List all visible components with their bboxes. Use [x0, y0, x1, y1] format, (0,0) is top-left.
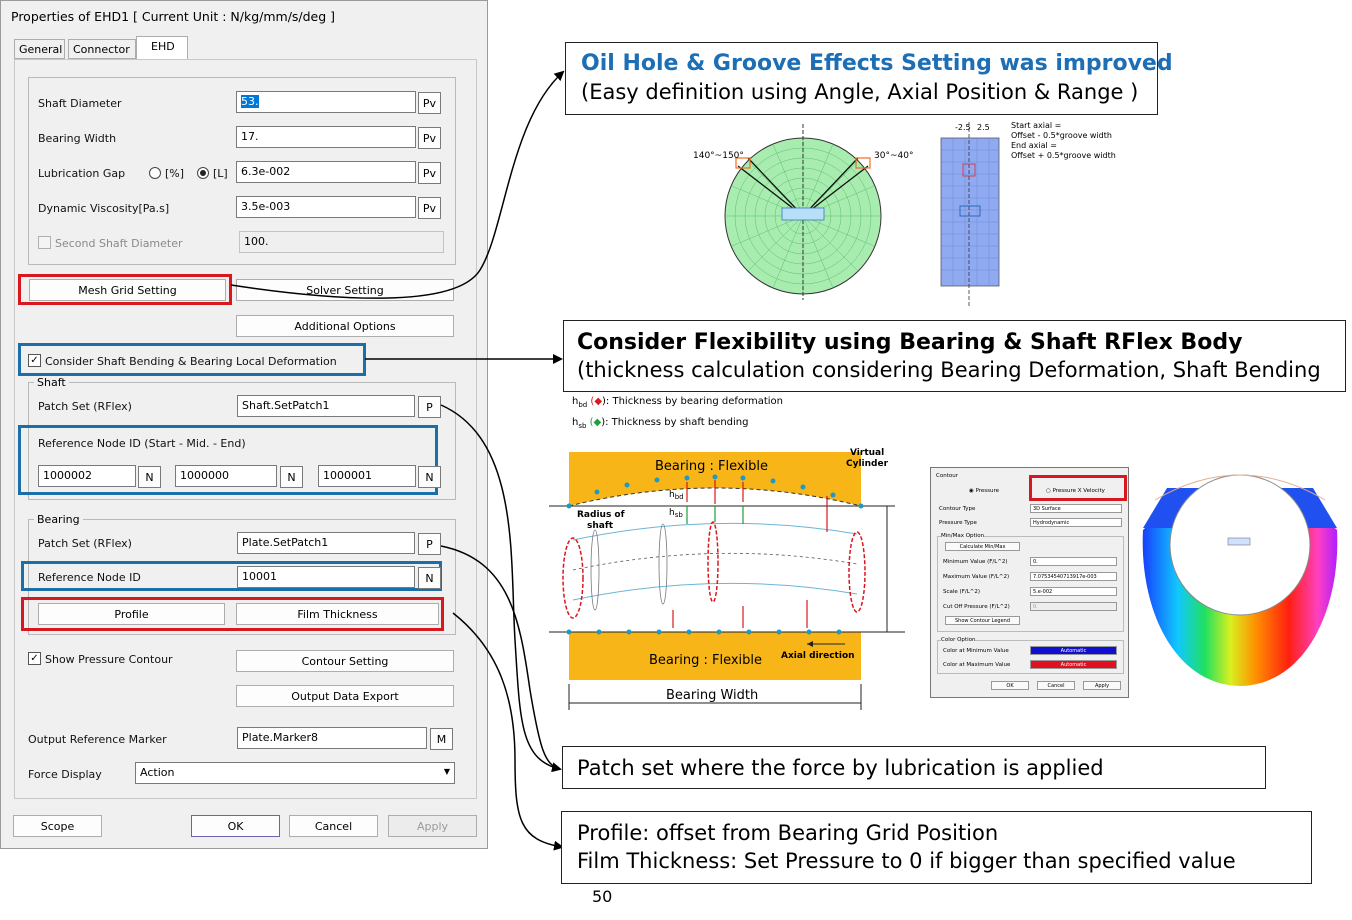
contour-dialog-screenshot [930, 467, 1129, 698]
oil-note-3: End axial = [1011, 141, 1057, 150]
angle-right-label: 30°~40° [874, 151, 914, 161]
shaft-diameter-pv-button[interactable]: Pv [418, 92, 441, 114]
scale-input: 5.e-002 [1030, 587, 1117, 596]
bearing-reference-input[interactable]: 10001 [237, 566, 415, 588]
calc-minmax-button: Calculate Min/Max [945, 542, 1020, 551]
contour-type-select: 3D Surface [1030, 504, 1122, 513]
bearing-width-diagram-label: Bearing Width [666, 688, 759, 703]
oil-hole-callout [565, 42, 1173, 115]
oil-hole-subtitle: (Easy definition using Angle, Axial Position & Range ) [581, 80, 1139, 104]
show-pressure-label: Show Pressure Contour [45, 653, 173, 666]
consider-bending-checkbox[interactable]: ✓ [28, 354, 41, 367]
contour-opt-pressure-velocity: ○ Pressure X Velocity [1046, 488, 1105, 494]
scale-label: Scale (F/L^2) [943, 589, 981, 595]
show-pressure-checkbox[interactable]: ✓ [28, 652, 41, 665]
shaft-node-mid-input[interactable]: 1000000 [175, 465, 277, 487]
second-shaft-label: Second Shaft Diameter [55, 237, 183, 250]
contour-ok-button: OK [991, 681, 1029, 690]
output-marker-m-button[interactable]: M [430, 728, 453, 750]
bearing-reference-n-button[interactable]: N [418, 567, 441, 589]
gap-percent-label: [%] [165, 167, 185, 180]
minmax-group-title: Min/Max Option [941, 533, 985, 539]
radius-label-1: Radius of [577, 510, 625, 520]
shaft-patch-input[interactable]: Shaft.SetPatch1 [237, 395, 415, 417]
shaft-node-start-button[interactable]: N [138, 466, 161, 488]
solver-setting-button[interactable]: Solver Setting [236, 279, 454, 301]
pressure-type-select: Hydrodynamic [1030, 518, 1122, 527]
pressure-type-label: Pressure Type [939, 520, 977, 526]
oil-hole-axial-figure [938, 120, 1003, 310]
output-marker-label: Output Reference Marker [28, 733, 167, 746]
second-shaft-input[interactable]: 100. [239, 231, 444, 253]
radius-label-2: shaft [587, 521, 614, 531]
cancel-button[interactable]: Cancel [289, 815, 378, 837]
page-number: 50 [592, 887, 613, 906]
bearing-patch-label: Patch Set (RFlex) [38, 537, 132, 550]
shaft-node-start-input[interactable]: 1000002 [38, 465, 136, 487]
patch-callout [562, 746, 1266, 789]
shaft-group-title: Shaft [34, 376, 69, 389]
output-data-export-button[interactable]: Output Data Export [236, 685, 454, 707]
contour-setting-button[interactable]: Contour Setting [236, 650, 454, 672]
oil-hole-polar-figure [690, 120, 920, 300]
contour-cancel-button: Cancel [1037, 681, 1075, 690]
bearing-patch-input[interactable]: Plate.SetPatch1 [237, 532, 415, 554]
oil-note-2: Offset - 0.5*groove width [1011, 131, 1112, 140]
gap-length-label: [L] [213, 167, 228, 180]
mesh-grid-setting-button[interactable]: Mesh Grid Setting [29, 279, 226, 301]
scope-button[interactable]: Scope [13, 815, 102, 837]
shaft-patch-label: Patch Set (RFlex) [38, 400, 132, 413]
dialog-title: Properties of EHD1 [ Current Unit : N/kg/mm/s/deg ] [11, 9, 336, 24]
color-max-label: Color at Maximum Value [943, 662, 1011, 668]
consider-bending-label: Consider Shaft Bending & Bearing Local Deformation [45, 355, 337, 368]
bearing-top-label: Bearing : Flexible [655, 459, 769, 474]
bearing-width-input[interactable]: 17. [236, 126, 416, 148]
axial-direction-label: Axial direction [781, 651, 855, 661]
additional-options-button[interactable]: Additional Options [236, 315, 454, 337]
flexibility-title: Consider Flexibility using Bearing & Shaft RFlex Body [577, 330, 1243, 355]
patch-callout-text: Patch set where the force by lubrication is applied [577, 756, 1104, 780]
contour-type-label: Contour Type [939, 506, 976, 512]
contour-opt-pressure: ◉ Pressure [969, 488, 1000, 494]
tab-general[interactable]: General [14, 39, 65, 59]
chevron-down-icon: ▼ [443, 767, 450, 776]
bearing-width-pv-button[interactable]: Pv [418, 127, 441, 149]
profile-button[interactable]: Profile [38, 603, 225, 625]
contour-dialog-title: Contour [936, 473, 958, 479]
cutoff-input: 0. [1030, 602, 1117, 611]
virtual-label: Virtual [850, 448, 885, 458]
tab-connector[interactable]: Connector [68, 39, 136, 59]
bearing-width-label: Bearing Width [38, 132, 117, 145]
force-display-value: Action [140, 766, 175, 779]
cylinder-label: Cylinder [846, 459, 889, 469]
bearing-reference-label: Reference Node ID [38, 571, 141, 584]
cutoff-label: Cut Off Pressure (F/L^2) [943, 604, 1010, 610]
min-value-label: Minimum Value (F/L^2) [943, 559, 1008, 565]
h-sb-diagram-label: $h_{sb}$ [669, 508, 683, 519]
oil-note-4: Offset + 0.5*groove width [1011, 151, 1116, 160]
dynamic-viscosity-input[interactable]: 3.5e-003 [236, 196, 416, 218]
film-thickness-button[interactable]: Film Thickness [236, 603, 439, 625]
angle-left-label: 140°~150° [693, 151, 744, 161]
axial-right-label: 2.5 [977, 123, 990, 132]
shaft-diameter-label: Shaft Diameter [38, 97, 122, 110]
min-value-input: 0. [1030, 557, 1117, 566]
max-value-input: 7.07534540713917e-003 [1030, 572, 1117, 581]
lubrication-gap-label: Lubrication Gap [38, 167, 126, 180]
dynamic-viscosity-pv-button[interactable]: Pv [418, 197, 441, 219]
color-max-select: Automatic [1030, 660, 1117, 669]
tab-ehd[interactable]: EHD [136, 36, 188, 60]
oil-hole-title: Oil Hole & Groove Effects Setting was improved [581, 51, 1173, 76]
shaft-node-end-button[interactable]: N [418, 466, 441, 488]
show-legend-button: Show Contour Legend [945, 616, 1020, 625]
bearing-group-title: Bearing [34, 513, 83, 526]
force-display-label: Force Display [28, 768, 102, 781]
profile-callout-line2: Film Thickness: Set Pressure to 0 if bigger than specified value [577, 849, 1236, 873]
pressure-contour-image [1135, 460, 1345, 692]
legend-bd: $h_{bd}$ (◆): Thickness by bearing deformation [572, 396, 783, 409]
shaft-node-end-input[interactable]: 1000001 [318, 465, 416, 487]
flex-bending-diagram [545, 440, 915, 715]
bearing-bottom-label: Bearing : Flexible [649, 653, 763, 668]
color-min-select: Automatic [1030, 646, 1117, 655]
apply-button[interactable]: Apply [388, 815, 477, 837]
flexibility-subtitle: (thickness calculation considering Bearing Deformation, Shaft Bending [577, 358, 1321, 382]
contour-apply-button: Apply [1083, 681, 1121, 690]
h-bd-diagram-label: $h_{bd}$ [669, 490, 684, 501]
axial-left-label: -2.5 [955, 123, 971, 132]
profile-callout-line1: Profile: offset from Bearing Grid Position [577, 821, 999, 845]
max-value-label: Maximum Value (F/L^2) [943, 574, 1010, 580]
shaft-patch-p-button[interactable]: P [418, 396, 441, 418]
bearing-patch-p-button[interactable]: P [418, 533, 441, 555]
output-marker-input[interactable]: Plate.Marker8 [237, 727, 427, 749]
dynamic-viscosity-label: Dynamic Viscosity[Pa.s] [38, 202, 170, 215]
color-option-title: Color Option [941, 637, 976, 643]
lubrication-gap-input[interactable]: 6.3e-002 [236, 161, 416, 183]
profile-callout [561, 811, 1312, 884]
shaft-node-mid-button[interactable]: N [280, 466, 303, 488]
ok-button[interactable]: OK [191, 815, 280, 837]
flexibility-callout [563, 320, 1346, 392]
shaft-diameter-input[interactable]: 53. [236, 91, 416, 113]
color-min-label: Color at Minimum Value [943, 648, 1009, 654]
lubrication-gap-pv-button[interactable]: Pv [418, 162, 441, 184]
shaft-reference-label: Reference Node ID (Start - Mid. - End) [38, 437, 246, 450]
legend-sb: $h_{sb}$ (◆): Thickness by shaft bending [572, 417, 749, 430]
oil-note-1: Start axial = [1011, 121, 1062, 130]
